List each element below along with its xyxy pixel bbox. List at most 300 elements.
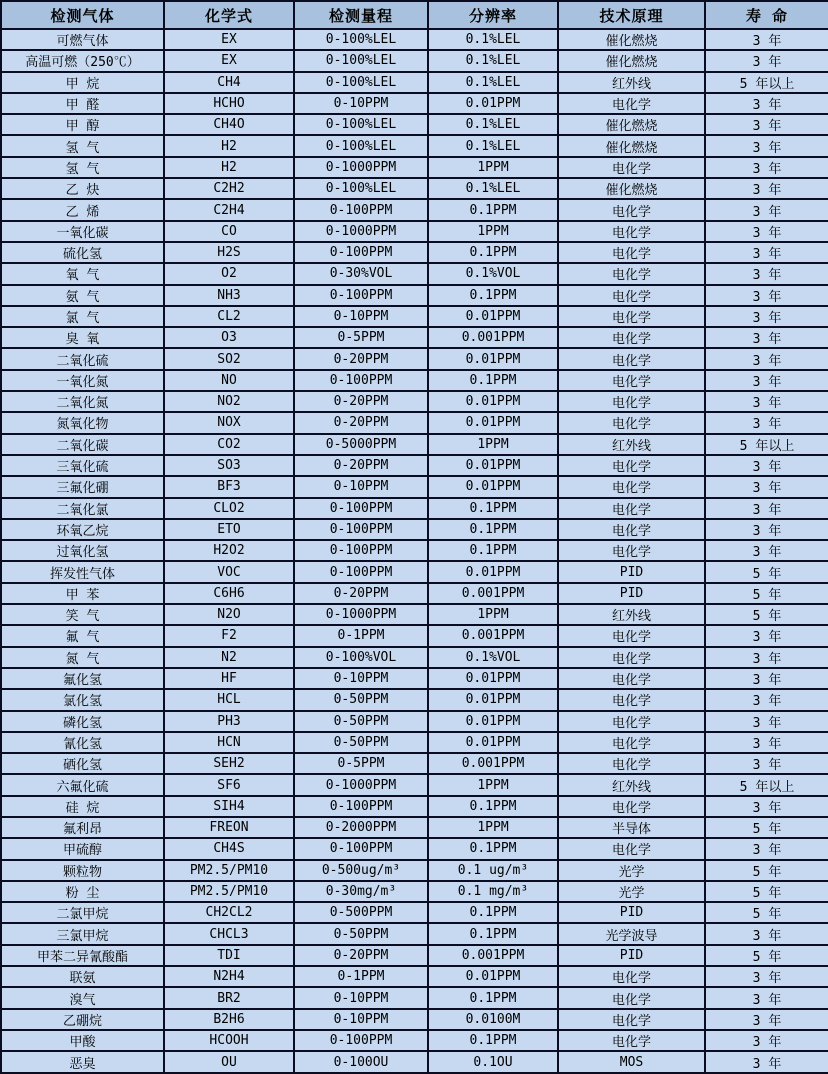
- table-cell: 0.01PPM: [428, 93, 558, 114]
- table-cell: HF: [164, 668, 294, 689]
- table-cell: 0-100PPM: [294, 796, 428, 817]
- table-cell: 二氧化氯: [1, 498, 164, 519]
- table-row: [1, 72, 828, 93]
- table-cell: 0-1000PPM: [294, 157, 428, 178]
- table-cell: ETO: [164, 519, 294, 540]
- table-cell: 电化学: [558, 519, 705, 540]
- table-cell: 1PPM: [428, 817, 558, 838]
- table-cell: 0-1000PPM: [294, 604, 428, 625]
- table-cell: PID: [558, 561, 705, 582]
- table-cell: 二氧化氮: [1, 391, 164, 412]
- table-row: [1, 689, 828, 710]
- table-cell: CH4S: [164, 838, 294, 859]
- table-cell: 0-10PPM: [294, 668, 428, 689]
- table-row: [1, 668, 828, 689]
- table-cell: PID: [558, 583, 705, 604]
- table-cell: 0-1000PPM: [294, 774, 428, 795]
- table-cell: 0.1PPM: [428, 519, 558, 540]
- table-cell: 0.1%VOL: [428, 647, 558, 668]
- header-row: [1, 1, 828, 29]
- table-cell: 0-50PPM: [294, 732, 428, 753]
- table-cell: 0.1PPM: [428, 838, 558, 859]
- table-cell: 甲酸: [1, 1030, 164, 1051]
- table-cell: 3 年: [705, 1051, 828, 1073]
- table-cell: 二氯甲烷: [1, 902, 164, 923]
- table-cell: 乙 炔: [1, 178, 164, 199]
- table-cell: 过氧化氢: [1, 540, 164, 561]
- table-cell: 氢 气: [1, 135, 164, 156]
- table-cell: 0.1%LEL: [428, 114, 558, 135]
- table-cell: 0.01PPM: [428, 561, 558, 582]
- table-cell: 0-100PPM: [294, 561, 428, 582]
- table-cell: 1PPM: [428, 221, 558, 242]
- table-cell: 5 年: [705, 881, 828, 902]
- table-cell: 0-100%LEL: [294, 50, 428, 71]
- table-cell: 1PPM: [428, 774, 558, 795]
- table-cell: 0-10PPM: [294, 93, 428, 114]
- table-cell: 氮 气: [1, 647, 164, 668]
- table-cell: 电化学: [558, 732, 705, 753]
- table-cell: 光学: [558, 881, 705, 902]
- table-cell: 电化学: [558, 540, 705, 561]
- table-cell: 挥发性气体: [1, 561, 164, 582]
- table-cell: 电化学: [558, 391, 705, 412]
- table-cell: 3 年: [705, 29, 828, 50]
- table-cell: 0-100PPM: [294, 285, 428, 306]
- table-cell: 0.1PPM: [428, 370, 558, 391]
- table-row: [1, 306, 828, 327]
- table-row: [1, 902, 828, 923]
- table-cell: 0-5000PPM: [294, 434, 428, 455]
- table-cell: B2H6: [164, 1009, 294, 1030]
- table-cell: 粉 尘: [1, 881, 164, 902]
- table-cell: 臭 氧: [1, 327, 164, 348]
- column-header: 检测量程: [294, 1, 428, 29]
- table-cell: TDI: [164, 945, 294, 966]
- table-row: [1, 923, 828, 944]
- table-cell: O3: [164, 327, 294, 348]
- table-cell: 电化学: [558, 987, 705, 1008]
- table-cell: 半导体: [558, 817, 705, 838]
- table-cell: C2H4: [164, 199, 294, 220]
- table-row: [1, 987, 828, 1008]
- table-cell: 红外线: [558, 604, 705, 625]
- table-cell: 5 年: [705, 583, 828, 604]
- table-cell: 0-100%VOL: [294, 647, 428, 668]
- table-row: [1, 135, 828, 156]
- table-cell: 0-20PPM: [294, 945, 428, 966]
- table-row: [1, 434, 828, 455]
- table-cell: 光学: [558, 860, 705, 881]
- table-cell: 电化学: [558, 966, 705, 987]
- table-cell: 氟 气: [1, 625, 164, 646]
- table-cell: 0.01PPM: [428, 689, 558, 710]
- table-row: [1, 242, 828, 263]
- table-cell: 电化学: [558, 647, 705, 668]
- table-cell: 红外线: [558, 434, 705, 455]
- table-row: [1, 1051, 828, 1073]
- table-cell: 0-100PPM: [294, 540, 428, 561]
- table-cell: N2O: [164, 604, 294, 625]
- table-row: [1, 519, 828, 540]
- table-cell: 催化燃烧: [558, 114, 705, 135]
- table-cell: 3 年: [705, 221, 828, 242]
- table-row: [1, 50, 828, 71]
- table-cell: 0.1%LEL: [428, 29, 558, 50]
- table-cell: 硒化氢: [1, 753, 164, 774]
- table-cell: H2O2: [164, 540, 294, 561]
- table-cell: 0-100%LEL: [294, 114, 428, 135]
- table-cell: 0-100%LEL: [294, 178, 428, 199]
- table-cell: 0.1PPM: [428, 285, 558, 306]
- table-cell: 乙 烯: [1, 199, 164, 220]
- table-cell: 3 年: [705, 647, 828, 668]
- table-cell: 0.1PPM: [428, 498, 558, 519]
- table-cell: 0.001PPM: [428, 753, 558, 774]
- table-cell: C6H6: [164, 583, 294, 604]
- table-cell: 0.1%LEL: [428, 135, 558, 156]
- table-cell: HCOOH: [164, 1030, 294, 1051]
- table-cell: 3 年: [705, 625, 828, 646]
- table-cell: 甲苯二异氰酸酯: [1, 945, 164, 966]
- table-row: [1, 476, 828, 497]
- table-row: [1, 1009, 828, 1030]
- table-cell: 3 年: [705, 370, 828, 391]
- table-row: [1, 838, 828, 859]
- table-cell: 0-5PPM: [294, 327, 428, 348]
- table-cell: 0-50PPM: [294, 711, 428, 732]
- table-cell: CH4O: [164, 114, 294, 135]
- table-row: [1, 625, 828, 646]
- table-cell: 0.1PPM: [428, 540, 558, 561]
- table-cell: 0-1000PPM: [294, 221, 428, 242]
- table-cell: 氟利昂: [1, 817, 164, 838]
- table-cell: NO: [164, 370, 294, 391]
- table-cell: 红外线: [558, 72, 705, 93]
- table-cell: 3 年: [705, 966, 828, 987]
- table-cell: 0.1%VOL: [428, 263, 558, 284]
- table-cell: 0-100PPM: [294, 242, 428, 263]
- table-cell: 三氯甲烷: [1, 923, 164, 944]
- table-cell: 5 年: [705, 561, 828, 582]
- table-cell: 0-5PPM: [294, 753, 428, 774]
- table-cell: 电化学: [558, 199, 705, 220]
- table-cell: 3 年: [705, 711, 828, 732]
- table-row: [1, 263, 828, 284]
- table-cell: H2S: [164, 242, 294, 263]
- table-cell: 溴气: [1, 987, 164, 1008]
- table-cell: EX: [164, 29, 294, 50]
- table-row: [1, 455, 828, 476]
- table-cell: 电化学: [558, 306, 705, 327]
- table-cell: 0.001PPM: [428, 583, 558, 604]
- table-cell: 3 年: [705, 199, 828, 220]
- table-cell: 环氧乙烷: [1, 519, 164, 540]
- table-row: [1, 327, 828, 348]
- table-cell: 3 年: [705, 796, 828, 817]
- table-cell: 0.1%LEL: [428, 72, 558, 93]
- table-cell: 可燃气体: [1, 29, 164, 50]
- table-row: [1, 29, 828, 50]
- table-cell: 二氧化硫: [1, 348, 164, 369]
- table-cell: 甲 醛: [1, 93, 164, 114]
- table-cell: 0-1PPM: [294, 625, 428, 646]
- table-row: [1, 178, 828, 199]
- table-cell: 电化学: [558, 370, 705, 391]
- table-cell: 甲 烷: [1, 72, 164, 93]
- table-row: [1, 583, 828, 604]
- table-cell: 0-10PPM: [294, 476, 428, 497]
- table-cell: 0-100%LEL: [294, 72, 428, 93]
- table-cell: CO2: [164, 434, 294, 455]
- table-cell: PM2.5/PM10: [164, 881, 294, 902]
- table-cell: BF3: [164, 476, 294, 497]
- table-row: [1, 199, 828, 220]
- table-cell: 乙硼烷: [1, 1009, 164, 1030]
- table-row: [1, 561, 828, 582]
- table-cell: NOX: [164, 412, 294, 433]
- table-cell: 电化学: [558, 412, 705, 433]
- table-row: [1, 540, 828, 561]
- table-cell: 三氟化硼: [1, 476, 164, 497]
- table-cell: 3 年: [705, 412, 828, 433]
- table-cell: CHCL3: [164, 923, 294, 944]
- table-cell: 5 年以上: [705, 774, 828, 795]
- table-cell: 甲硫醇: [1, 838, 164, 859]
- table-header: [1, 1, 828, 29]
- table-row: [1, 711, 828, 732]
- table-cell: 3 年: [705, 327, 828, 348]
- table-cell: 0.0100M: [428, 1009, 558, 1030]
- table-cell: 0-50PPM: [294, 923, 428, 944]
- table-cell: 0-100PPM: [294, 199, 428, 220]
- table-cell: 二氧化碳: [1, 434, 164, 455]
- table-cell: PH3: [164, 711, 294, 732]
- table-cell: 3 年: [705, 668, 828, 689]
- table-cell: 氟化氢: [1, 668, 164, 689]
- table-row: [1, 881, 828, 902]
- table-cell: 0-10PPM: [294, 306, 428, 327]
- table-cell: 电化学: [558, 263, 705, 284]
- table-cell: 氢 气: [1, 157, 164, 178]
- table-cell: 0.1PPM: [428, 242, 558, 263]
- table-cell: CO: [164, 221, 294, 242]
- table-row: [1, 1030, 828, 1051]
- table-cell: 硫化氢: [1, 242, 164, 263]
- table-cell: 电化学: [558, 221, 705, 242]
- table-cell: 电化学: [558, 476, 705, 497]
- table-cell: 电化学: [558, 327, 705, 348]
- table-cell: 3 年: [705, 93, 828, 114]
- table-cell: 5 年: [705, 945, 828, 966]
- table-cell: 催化燃烧: [558, 50, 705, 71]
- table-cell: O2: [164, 263, 294, 284]
- column-header: 检测气体: [1, 1, 164, 29]
- table-cell: 3 年: [705, 1030, 828, 1051]
- table-cell: 0-30mg/m³: [294, 881, 428, 902]
- column-header: 分辨率: [428, 1, 558, 29]
- table-cell: 1PPM: [428, 434, 558, 455]
- table-cell: N2: [164, 647, 294, 668]
- table-body: [1, 29, 828, 1073]
- table-cell: 3 年: [705, 689, 828, 710]
- table-cell: 催化燃烧: [558, 178, 705, 199]
- table-cell: 3 年: [705, 923, 828, 944]
- table-cell: 电化学: [558, 348, 705, 369]
- table-cell: 0.01PPM: [428, 391, 558, 412]
- table-cell: 5 年: [705, 860, 828, 881]
- table-row: [1, 732, 828, 753]
- table-cell: 氰化氢: [1, 732, 164, 753]
- table-cell: 联氨: [1, 966, 164, 987]
- table-cell: 0.01PPM: [428, 306, 558, 327]
- table-cell: 电化学: [558, 1030, 705, 1051]
- table-cell: 3 年: [705, 178, 828, 199]
- column-header: 化学式: [164, 1, 294, 29]
- table-cell: 0.01PPM: [428, 476, 558, 497]
- table-cell: 0.01PPM: [428, 455, 558, 476]
- table-cell: 3 年: [705, 242, 828, 263]
- table-cell: 0-100PPM: [294, 838, 428, 859]
- table-cell: 0-500PPM: [294, 902, 428, 923]
- table-cell: 电化学: [558, 285, 705, 306]
- table-cell: 3 年: [705, 50, 828, 71]
- table-cell: 电化学: [558, 668, 705, 689]
- table-row: [1, 860, 828, 881]
- table-cell: 电化学: [558, 1009, 705, 1030]
- table-cell: 0.1OU: [428, 1051, 558, 1073]
- table-row: [1, 157, 828, 178]
- table-cell: 0-20PPM: [294, 455, 428, 476]
- table-cell: 0.01PPM: [428, 668, 558, 689]
- table-row: [1, 412, 828, 433]
- table-cell: SF6: [164, 774, 294, 795]
- table-cell: FREON: [164, 817, 294, 838]
- table-cell: CL2: [164, 306, 294, 327]
- table-cell: 3 年: [705, 519, 828, 540]
- table-row: [1, 753, 828, 774]
- table-row: [1, 817, 828, 838]
- table-row: [1, 93, 828, 114]
- table-cell: 催化燃烧: [558, 135, 705, 156]
- table-cell: 5 年: [705, 604, 828, 625]
- table-cell: 0.01PPM: [428, 966, 558, 987]
- table-row: [1, 774, 828, 795]
- table-cell: 0.01PPM: [428, 412, 558, 433]
- table-cell: PID: [558, 902, 705, 923]
- table-cell: 电化学: [558, 753, 705, 774]
- table-cell: 0.001PPM: [428, 625, 558, 646]
- table-cell: OU: [164, 1051, 294, 1073]
- table-cell: NH3: [164, 285, 294, 306]
- table-row: [1, 498, 828, 519]
- table-cell: 3 年: [705, 987, 828, 1008]
- table-cell: 0-1PPM: [294, 966, 428, 987]
- table-row: [1, 945, 828, 966]
- table-cell: C2H2: [164, 178, 294, 199]
- table-cell: SIH4: [164, 796, 294, 817]
- table-cell: 高温可燃（250℃）: [1, 50, 164, 71]
- table-cell: 三氧化硫: [1, 455, 164, 476]
- table-cell: 甲 苯: [1, 583, 164, 604]
- table-cell: 3 年: [705, 540, 828, 561]
- table-cell: 0.001PPM: [428, 945, 558, 966]
- table-cell: 0.1PPM: [428, 987, 558, 1008]
- table-row: [1, 647, 828, 668]
- table-cell: 电化学: [558, 796, 705, 817]
- table-row: [1, 285, 828, 306]
- table-cell: 0-100PPM: [294, 370, 428, 391]
- table-cell: 3 年: [705, 135, 828, 156]
- table-cell: N2H4: [164, 966, 294, 987]
- table-cell: 0-100OU: [294, 1051, 428, 1073]
- table-cell: 0-10PPM: [294, 987, 428, 1008]
- table-cell: 3 年: [705, 114, 828, 135]
- table-cell: 六氟化硫: [1, 774, 164, 795]
- table-cell: 电化学: [558, 242, 705, 263]
- table-cell: 一氧化碳: [1, 221, 164, 242]
- table-cell: 3 年: [705, 838, 828, 859]
- table-cell: 3 年: [705, 348, 828, 369]
- table-cell: NO2: [164, 391, 294, 412]
- table-cell: 3 年: [705, 732, 828, 753]
- table-cell: 磷化氢: [1, 711, 164, 732]
- table-cell: 3 年: [705, 157, 828, 178]
- table-cell: 氨 气: [1, 285, 164, 306]
- table-cell: 氯化氢: [1, 689, 164, 710]
- table-cell: 0.1%LEL: [428, 178, 558, 199]
- table-row: [1, 796, 828, 817]
- table-cell: 电化学: [558, 711, 705, 732]
- table-cell: 氯 气: [1, 306, 164, 327]
- table-cell: PID: [558, 945, 705, 966]
- table-cell: 0-500ug/m³: [294, 860, 428, 881]
- table-cell: 0.1%LEL: [428, 50, 558, 71]
- table-row: [1, 221, 828, 242]
- table-cell: 5 年: [705, 902, 828, 923]
- table-cell: 颗粒物: [1, 860, 164, 881]
- table-cell: 0.1PPM: [428, 796, 558, 817]
- table-cell: CLO2: [164, 498, 294, 519]
- table-cell: 甲 醇: [1, 114, 164, 135]
- table-cell: 0-20PPM: [294, 583, 428, 604]
- table-cell: 电化学: [558, 455, 705, 476]
- table-cell: 电化学: [558, 157, 705, 178]
- table-cell: CH2CL2: [164, 902, 294, 923]
- table-cell: H2: [164, 157, 294, 178]
- table-cell: 0-100PPM: [294, 519, 428, 540]
- table-cell: 5 年: [705, 817, 828, 838]
- table-row: [1, 391, 828, 412]
- table-cell: SO2: [164, 348, 294, 369]
- table-cell: 0.01PPM: [428, 732, 558, 753]
- table-cell: 红外线: [558, 774, 705, 795]
- table-cell: 电化学: [558, 498, 705, 519]
- table-cell: CH4: [164, 72, 294, 93]
- table-cell: HCHO: [164, 93, 294, 114]
- table-cell: 氧 气: [1, 263, 164, 284]
- table-cell: 0-10PPM: [294, 1009, 428, 1030]
- table-cell: 3 年: [705, 391, 828, 412]
- column-header: 寿 命: [705, 1, 828, 29]
- table-cell: 0.1 mg/m³: [428, 881, 558, 902]
- table-cell: 3 年: [705, 498, 828, 519]
- table-cell: MOS: [558, 1051, 705, 1073]
- table-cell: 0.1PPM: [428, 199, 558, 220]
- table-cell: 0.01PPM: [428, 348, 558, 369]
- table-cell: HCL: [164, 689, 294, 710]
- table-row: [1, 348, 828, 369]
